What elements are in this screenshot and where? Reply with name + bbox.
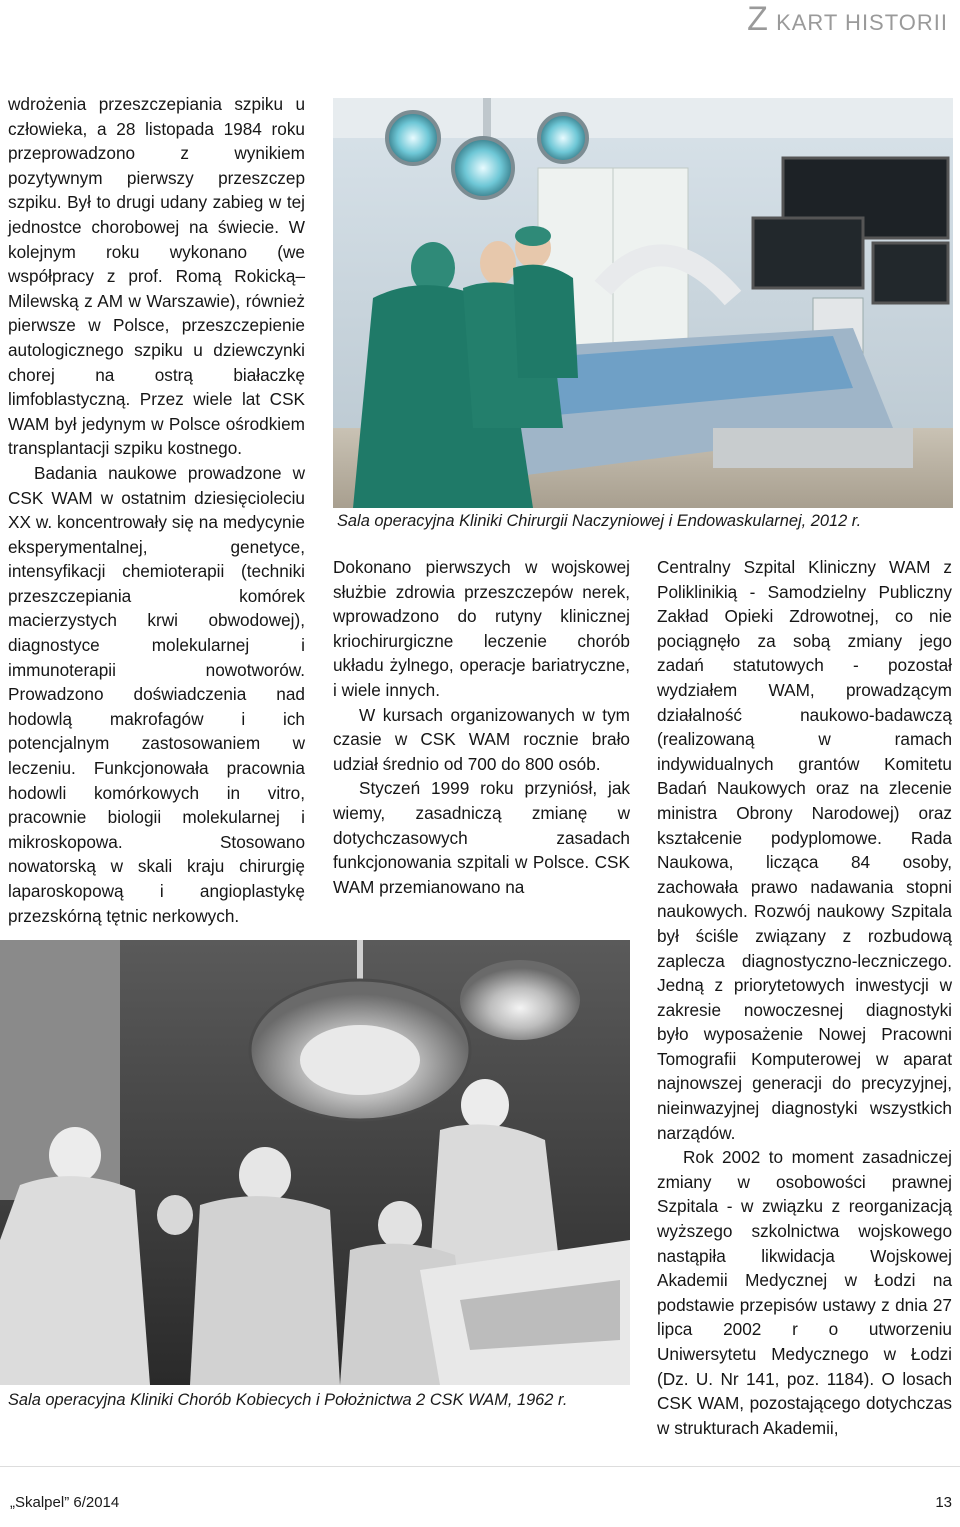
- historical-operating-room-photo: [0, 940, 630, 1385]
- caption-top-photo: Sala operacyjna Kliniki Chirurgii Naczyniowej i Endowaskularnej, 2012 r.: [333, 510, 960, 533]
- middle-paragraph-1: Dokonano pierwszych w wojskowej służbie zdrowia przeszczepów nerek, wprowadzono do rutyny klinicznej kriochirurgiczne leczenie chorób układu żylnego, operacje bariatryczne, i wiele innych.: [333, 557, 630, 700]
- journal-issue: „Skalpel” 6/2014: [10, 1494, 120, 1511]
- modern-operating-room-photo: [333, 98, 953, 508]
- middle-paragraph-2: W kursach organizowanych w tym czasie w CSK WAM rocznie brało udział średnio od 700 do 800 osób.: [333, 704, 630, 774]
- section-header-initial: Z: [747, 0, 769, 38]
- left-paragraph-2: Badania naukowe prowadzone w CSK WAM w ostatnim dziesięcioleciu XX w. koncentrowały się na medycynie eksperymentalnej, genetyce, intensyfikacji chemioterapii (techniki przeszczepiania komórek macierzystych krwi obwodowej), diagnostyce molekularnej i immunoterapii nowotworów. Prowadzono doświadczenia nad hodowlą makrofagów i ich potencjalnym zastosowaniem w leczeniu. Funkcjonowała pracownia hodowli komórkowych in vitro, pracownie biologii molekularnej i mikroskopowa. Stosowano nowatorską w skali kraju chirurgię laparoskopową i angioplastykę przezskórną tętnic nerkowych.: [8, 462, 305, 926]
- page-number: 13: [935, 1494, 952, 1511]
- left-paragraph-1: wdrożenia przeszczepiania szpiku u człowieka, a 28 listopada 1984 roku przeprowadzono z wynikiem pozytywnym pierwszy przeszczep szpiku. Był to drugi udany zabieg w tej jednostce chorobowej na świecie. W kolejnym roku wykonano (we współpracy z prof. Romą Rokicką–Milewską z AM w Warszawie), również pierwsze w Polsce, przeszczepienie autologicznego szpiku u dziewczynki chorej na ostrą białaczkę limfoblastyczną. Przez wiele lat CSK WAM był jedynym w Polsce ośrodkiem transplantacji szpiku kostnego.: [8, 94, 305, 459]
- right-column: [657, 555, 952, 1440]
- section-header-rest: KART HISTORII: [776, 10, 948, 35]
- right-paragraph-1: Centralny Szpital Kliniczny WAM z Poliklinikią - Samodzielny Publiczny Zakład Opieki Zdrowotnej, co nie pociągnęło za sobą zmiany jego zadań statutowych - pozostał wydziałem WAM, prowadzącym działalność naukowo-badawczą (realizowaną w ramach indywidualnych grantów Komitetu Badań Naukowych oraz na zlecenie ministra Obrony Narodowej) oraz kształcenie podyplomowe. Rada Naukowa, licząca 84 osoby, zachowała prawo nadawania stopni naukowych. Rozwój naukowy Szpitala był ściśle związany z rozbudową zaplecza diagnostyczno-leczniczego. Jedną z priorytetowych inwestycji w zakresie nowoczesnej diagnostyki było wyposażenie Nowej Pracowni Tomografii Komputerowej w aparat najnowszej generacji do precyzyjnej, nieinwazyjnej diagnostyki wszystkich narządów.: [657, 557, 952, 1143]
- left-column: [8, 92, 305, 928]
- footer-divider: [0, 1466, 960, 1467]
- middle-column: [333, 555, 630, 899]
- middle-paragraph-3: Styczeń 1999 roku przyniósł, jak wiemy, zasadniczą zmianę w dotychczasowych zasadach funkcjonowania szpitali w Polsce. CSK WAM przemianowano na: [333, 778, 630, 897]
- right-paragraph-2: Rok 2002 to moment zasadniczej zmiany w osobowości prawnej Szpitala - w związku z reorganizacją wyższego szkolnictwa wojskowego nastąpiła likwidacja Wojskowej Akademii Medycznej w Łodzi na podstawie przepisów ustawy z dnia 27 lipca 2002 r o utworzeniu Uniwersytetu Medycznego w Łodzi (Dz. U. Nr 141, poz. 1184). O losach CSK WAM, pozostającego dotychczas w strukturach Akademii,: [657, 1147, 952, 1438]
- section-header: [747, 0, 948, 39]
- caption-bottom-photo: Sala operacyjna Kliniki Chorób Kobiecych i Położnictwa 2 CSK WAM, 1962 r.: [0, 1386, 638, 1415]
